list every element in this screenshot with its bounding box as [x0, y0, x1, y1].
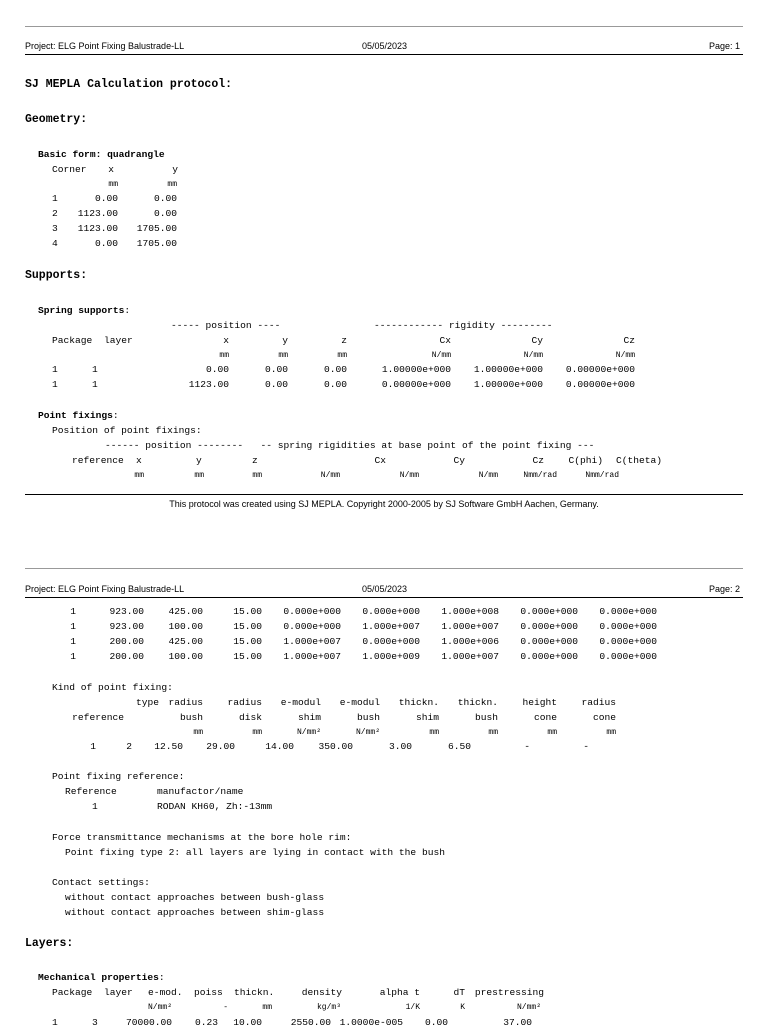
- position-group-label: ----- position ----: [171, 320, 281, 331]
- layers-heading: Layers:: [25, 937, 74, 950]
- footer-rule: [25, 494, 743, 495]
- geometry-table-row: 4 0.00 1705.00: [52, 238, 177, 249]
- kind-header-row-top: type radius radius e-modul e-modul thickn. thickn. height radius: [135, 697, 616, 708]
- header-top-rule: [25, 568, 743, 569]
- spring-supports-label: Spring supports:: [38, 305, 131, 316]
- header-project: Project: ELG Point Fixing Balustrade-LL: [25, 41, 185, 51]
- point-fixings-group-line: ------ position -------- -- spring rigidities at base point of the point fixing ---: [105, 440, 595, 451]
- point-fixings-unit-row: mm mm mm N/mm N/mm N/mm Nmm/rad Nmm/rad: [134, 471, 619, 480]
- supports-table-row: 1 1 0.00 0.00 0.00 1.00000e+000 1.00000e+000 0.00000e+000: [52, 364, 635, 375]
- contact-settings-heading: Contact settings:: [52, 877, 150, 888]
- force-transmittance-line: Point fixing type 2: all layers are lying in contact with the bush: [65, 847, 445, 858]
- point-fixing-reference-heading: Point fixing reference:: [52, 771, 185, 782]
- supports-table-row: 1 1 1123.00 0.00 0.00 0.00000e+000 1.00000e+000 0.00000e+000: [52, 379, 635, 390]
- header-date: 05/05/2023: [362, 41, 408, 51]
- supports-heading: Supports:: [25, 269, 88, 282]
- header-bottom-rule: [25, 597, 743, 598]
- layers-header-row: Package layer e-mod. poiss thickn. density alpha t dT prestressing: [52, 987, 544, 998]
- supports-unit-row: mm mm mm N/mm N/mm N/mm: [219, 351, 635, 360]
- position-of-point-fixings: Position of point fixings:: [52, 425, 202, 436]
- fixing-table-row: 1 923.00 100.00 15.00 0.000e+000 1.000e+007 1.000e+007 0.000e+000 0.000e+000: [70, 621, 657, 632]
- fixing-table-row: 1 200.00 100.00 15.00 1.000e+007 1.000e+009 1.000e+007 0.000e+000 0.000e+000: [70, 651, 657, 662]
- header-top-rule: [25, 26, 743, 27]
- header-project: Project: ELG Point Fixing Balustrade-LL: [25, 584, 185, 594]
- contact-settings-line: without contact approaches between shim-glass: [65, 907, 325, 918]
- kind-unit-row: mm mm N/mm² N/mm² mm mm mm mm: [193, 728, 616, 737]
- contact-settings-line: without contact approaches between bush-glass: [65, 892, 325, 903]
- kind-table-row: 1 2 12.50 29.00 14.00 350.00 3.00 6.50 - -: [90, 741, 589, 752]
- kind-header-row-bottom: reference bush disk shim bush shim bush cone cone: [72, 712, 616, 723]
- footer-copyright: This protocol was created using SJ MEPLA. Copyright 2000-2005 by SJ Software GmbH Aachen, Germany.: [169, 499, 599, 509]
- supports-header-row: Package layer x y z Cx Cy Cz: [52, 335, 635, 346]
- header-date: 05/05/2023: [362, 584, 408, 594]
- fixing-table-row: 1 200.00 425.00 15.00 1.000e+007 0.000e+000 1.000e+006 0.000e+000 0.000e+000: [70, 636, 657, 647]
- layers-table-row: 1 3 70000.00 0.23 10.00 2550.00 1.0000e-005 0.00 37.00: [52, 1017, 532, 1028]
- layers-unit-row: N/mm² - mm kg/m³ 1/K K N/mm²: [147, 1003, 541, 1012]
- point-fixings-label: Point fixings:: [38, 410, 119, 421]
- geometry-table-row: 2 1123.00 0.00: [52, 208, 177, 219]
- geometry-header-row: Corner x y: [52, 164, 178, 175]
- reference-header-row: Reference manufactor/name: [65, 786, 244, 797]
- header-page-number: Page: 1: [709, 41, 741, 51]
- reference-table-row: 1 RODAN KH60, Zh:-13mm: [92, 801, 273, 812]
- basic-form-line: Basic form: quadrangle: [38, 149, 165, 160]
- kind-of-point-fixing-heading: Kind of point fixing:: [52, 682, 173, 693]
- mechanical-properties-label: Mechanical properties:: [38, 972, 165, 983]
- header-page-number: Page: 2: [709, 584, 741, 594]
- geometry-unit-row: mm mm: [108, 180, 177, 189]
- geometry-table-row: 1 0.00 0.00: [52, 193, 177, 204]
- force-transmittance-heading: Force transmittance mechanisms at the bore hole rim:: [52, 832, 352, 843]
- fixing-table-row: 1 923.00 425.00 15.00 0.000e+000 0.000e+000 1.000e+008 0.000e+000 0.000e+000: [70, 606, 657, 617]
- geometry-heading: Geometry:: [25, 113, 88, 126]
- rigidity-group-label: ------------ rigidity ---------: [374, 320, 553, 331]
- header-bottom-rule: [25, 54, 743, 55]
- protocol-title: SJ MEPLA Calculation protocol:: [25, 78, 233, 91]
- point-fixings-header-row: reference x y z Cx Cy Cz C(phi) C(theta): [72, 455, 662, 466]
- geometry-table-row: 3 1123.00 1705.00: [52, 223, 177, 234]
